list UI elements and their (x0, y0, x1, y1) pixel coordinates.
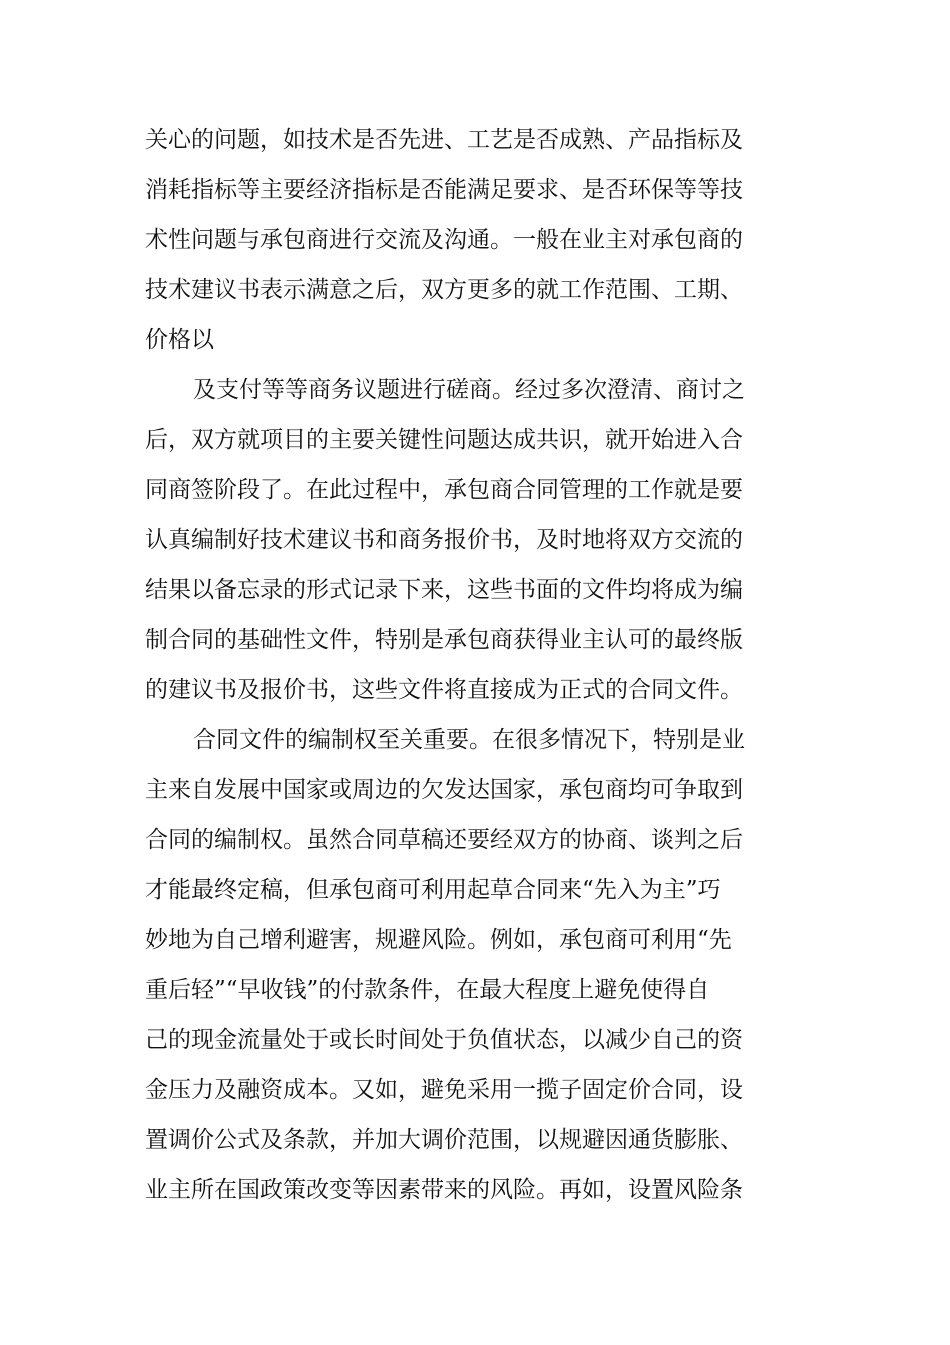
text-line: 才能最终定稿，但承包商可利用起草合同来“先入为主”巧 (145, 877, 721, 903)
text-line: 同商签阶段了。在此过程中，承包商合同管理的工作就是要 (145, 477, 743, 503)
text-line: 认真编制好技术建议书和商务报价书，及时地将双方交流的 (145, 527, 743, 553)
text-line: 术性问题与承包商进行交流及沟通。一般在业主对承包商的 (145, 227, 743, 253)
paragraph-start-line: 合同文件的编制权至关重要。在很多情况下，特别是业 (193, 727, 745, 753)
text-line: 结果以备忘录的形式记录下来，这些书面的文件均将成为编 (145, 577, 743, 603)
body-text (145, 115, 745, 1215)
text-line: 价格以 (145, 327, 214, 353)
text-line: 业主所在国政策改变等因素带来的风险。再如，设置风险条 (145, 1177, 743, 1203)
text-line: 后，双方就项目的主要关键性问题达成共识，就开始进入合 (145, 427, 743, 453)
text-line: 主来自发展中国家或周边的欠发达国家，承包商均可争取到 (145, 777, 743, 803)
text-line: 合同的编制权。虽然合同草稿还要经双方的协商、谈判之后 (145, 827, 743, 853)
text-line: 妙地为自己增利避害，规避风险。例如，承包商可利用“先 (145, 927, 732, 953)
text-line: 金压力及融资成本。又如，避免采用一揽子固定价合同，设 (145, 1077, 743, 1103)
text-line: 重后轻”“早收钱”的付款条件，在最大程度上避免使得自 (145, 977, 710, 1003)
text-line: 关心的问题，如技术是否先进、工艺是否成熟、产品指标及 (145, 127, 743, 153)
text-line: 制合同的基础性文件，特别是承包商获得业主认可的最终版 (145, 627, 743, 653)
text-line: 消耗指标等主要经济指标是否能满足要求、是否环保等等技 (145, 177, 743, 203)
text-line: 的建议书及报价书，这些文件将直接成为正式的合同文件。 (145, 677, 743, 703)
text-line: 置调价公式及条款，并加大调价范围，以规避因通货膨胀、 (145, 1127, 743, 1153)
text-line: 技术建议书表示满意之后，双方更多的就工作范围、工期、 (145, 277, 743, 303)
text-line: 己的现金流量处于或长时间处于负值状态，以减少自己的资 (145, 1027, 743, 1053)
paragraph-start-line: 及支付等等商务议题进行磋商。经过多次澄清、商讨之 (193, 377, 745, 403)
